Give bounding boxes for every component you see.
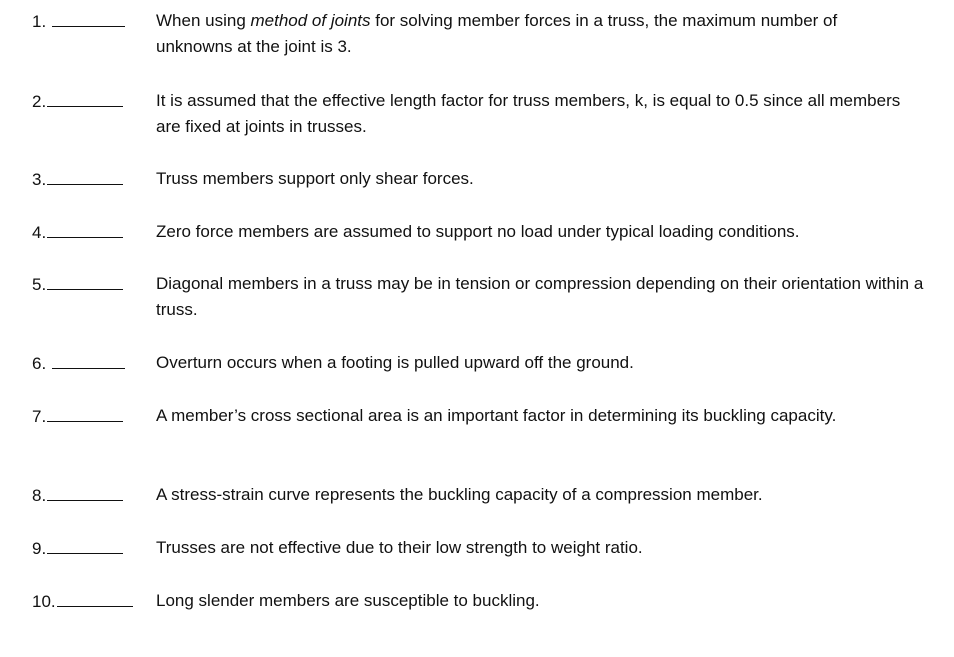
question-statement: A member’s cross sectional area is an important factor in determining its buckling capacity. [156,406,837,425]
question-number-label: 9. [32,539,47,558]
question-number [32,403,123,430]
question-number [32,535,123,562]
question-number-label: 8. [32,486,47,505]
answer-blank[interactable] [57,588,133,607]
answer-blank[interactable] [52,350,125,369]
answer-blank[interactable] [52,8,125,27]
question-number [32,219,123,246]
answer-blank[interactable] [47,271,123,290]
question-statement: Diagonal members in a truss may be in tension or compression depending on their orientation within a truss. [156,274,924,319]
question-number-label: 10. [32,592,56,611]
question-number-label: 3. [32,170,47,189]
answer-blank[interactable] [47,88,123,107]
question-number [32,482,123,509]
question-statement: Zero force members are assumed to support no load under typical loading conditions. [156,222,800,241]
question-number [32,588,133,615]
question-number [32,8,125,35]
question-statement: Long slender members are susceptible to buckling. [156,591,540,610]
question-number-label: 6. [32,354,47,373]
question-number [32,88,123,115]
question-statement: Truss members support only shear forces. [156,169,474,188]
question-number [32,166,123,193]
question-statement: Trusses are not effective due to their low strength to weight ratio. [156,538,643,557]
answer-blank[interactable] [47,166,123,185]
answer-blank[interactable] [47,219,123,238]
answer-blank[interactable] [47,535,123,554]
question-number-label: 2. [32,92,47,111]
question-number-label: 5. [32,275,47,294]
emphasized-term: method of joints [250,11,371,30]
answer-blank[interactable] [47,482,123,501]
question-statement: Overturn occurs when a footing is pulled upward off the ground. [156,353,634,372]
answer-blank[interactable] [47,403,123,422]
question-number-label: 4. [32,223,47,242]
question-statement: It is assumed that the effective length factor for truss members, k, is equal to 0.5 since all members are fixed at joints in trusses. [156,91,901,136]
question-statement: When using method of joints for solving member forces in a truss, the maximum number of unknowns at the joint is 3. [156,11,838,56]
question-number [32,350,125,377]
question-number-label: 1. [32,12,47,31]
question-statement: A stress-strain curve represents the buckling capacity of a compression member. [156,485,763,504]
question-number [32,271,123,298]
question-number-label: 7. [32,407,47,426]
